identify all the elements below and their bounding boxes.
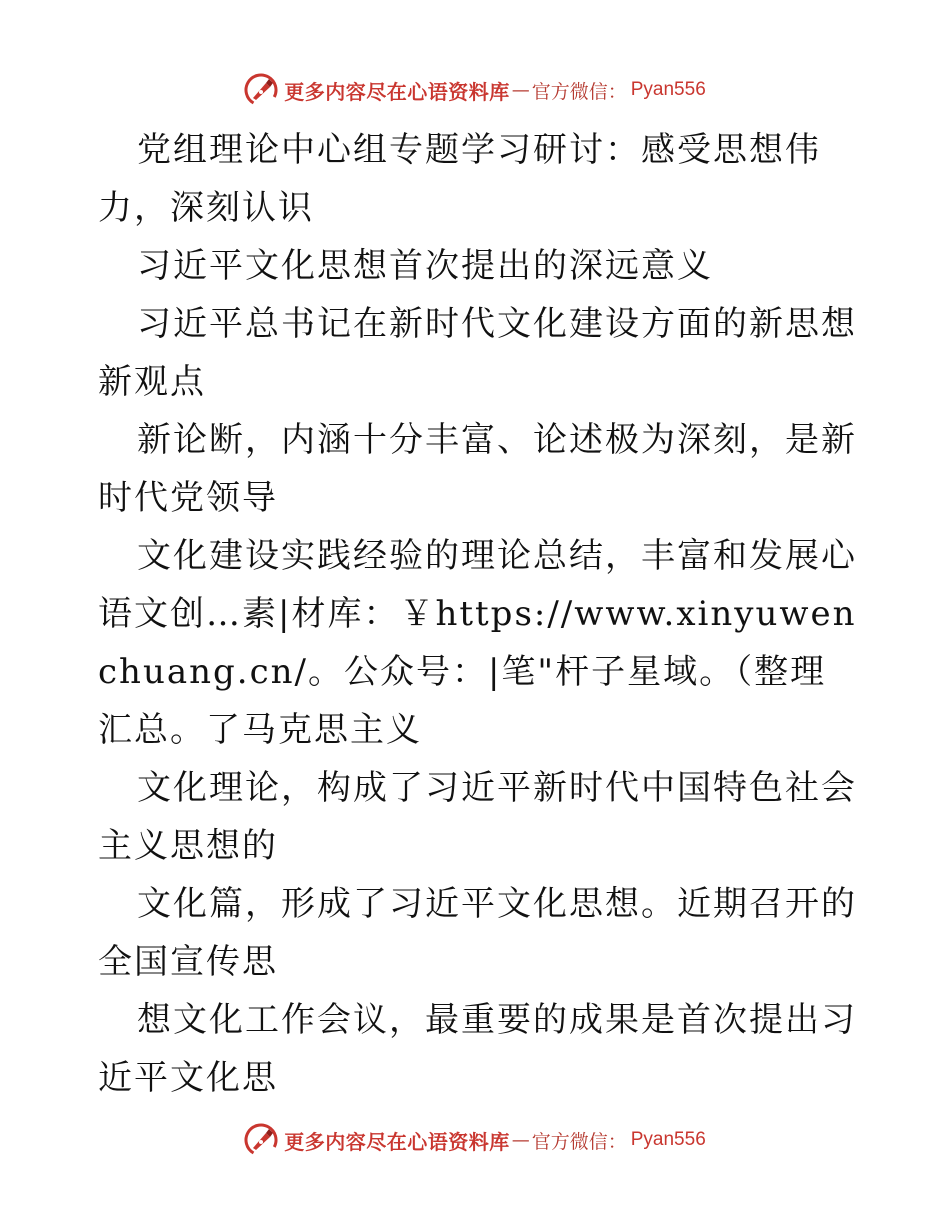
watermark-text: 更多内容尽在心语资料库 xyxy=(284,1129,510,1154)
paragraph: 文化篇，形成了习近平文化思想。近期召开的全国宣传思 xyxy=(98,884,857,982)
document-body xyxy=(98,121,858,1107)
footer-watermark-banner xyxy=(0,1120,950,1160)
wechat-id: Pyan556 xyxy=(630,79,706,100)
header-watermark-banner xyxy=(0,70,950,110)
paragraph: 文化建设实践经验的理论总结，丰富和发展心语文创…素|材库：￥https://www.xinyuwenchuang.cn/。公众号：|笔"杆子星域。（整理汇总。了马克思主义 xyxy=(98,536,857,750)
wechat-id: Pyan556 xyxy=(630,1129,706,1150)
wechat-label: 官方微信： xyxy=(531,80,627,103)
watermark-separator: — xyxy=(511,79,530,101)
paragraph: 习近平文化思想首次提出的深远意义 xyxy=(137,246,713,286)
paragraph: 新论断，内涵十分丰富、论述极为深刻，是新时代党领导 xyxy=(98,420,857,518)
paragraph: 习近平总书记在新时代文化建设方面的新思想新观点 xyxy=(98,304,857,402)
paragraph: 党组理论中心组专题学习研讨：感受思想伟力，深刻认识 xyxy=(98,130,821,228)
watermark-separator: — xyxy=(511,1129,530,1151)
wechat-label: 官方微信： xyxy=(531,1130,627,1153)
paragraph: 文化理论，构成了习近平新时代中国特色社会主义思想的 xyxy=(98,768,857,866)
paragraph: 想文化工作会议，最重要的成果是首次提出习近平文化思 xyxy=(98,1000,857,1098)
pen-nib-logo-icon xyxy=(244,1123,278,1157)
watermark-text: 更多内容尽在心语资料库 xyxy=(284,79,510,104)
pen-nib-logo-icon xyxy=(244,73,278,107)
